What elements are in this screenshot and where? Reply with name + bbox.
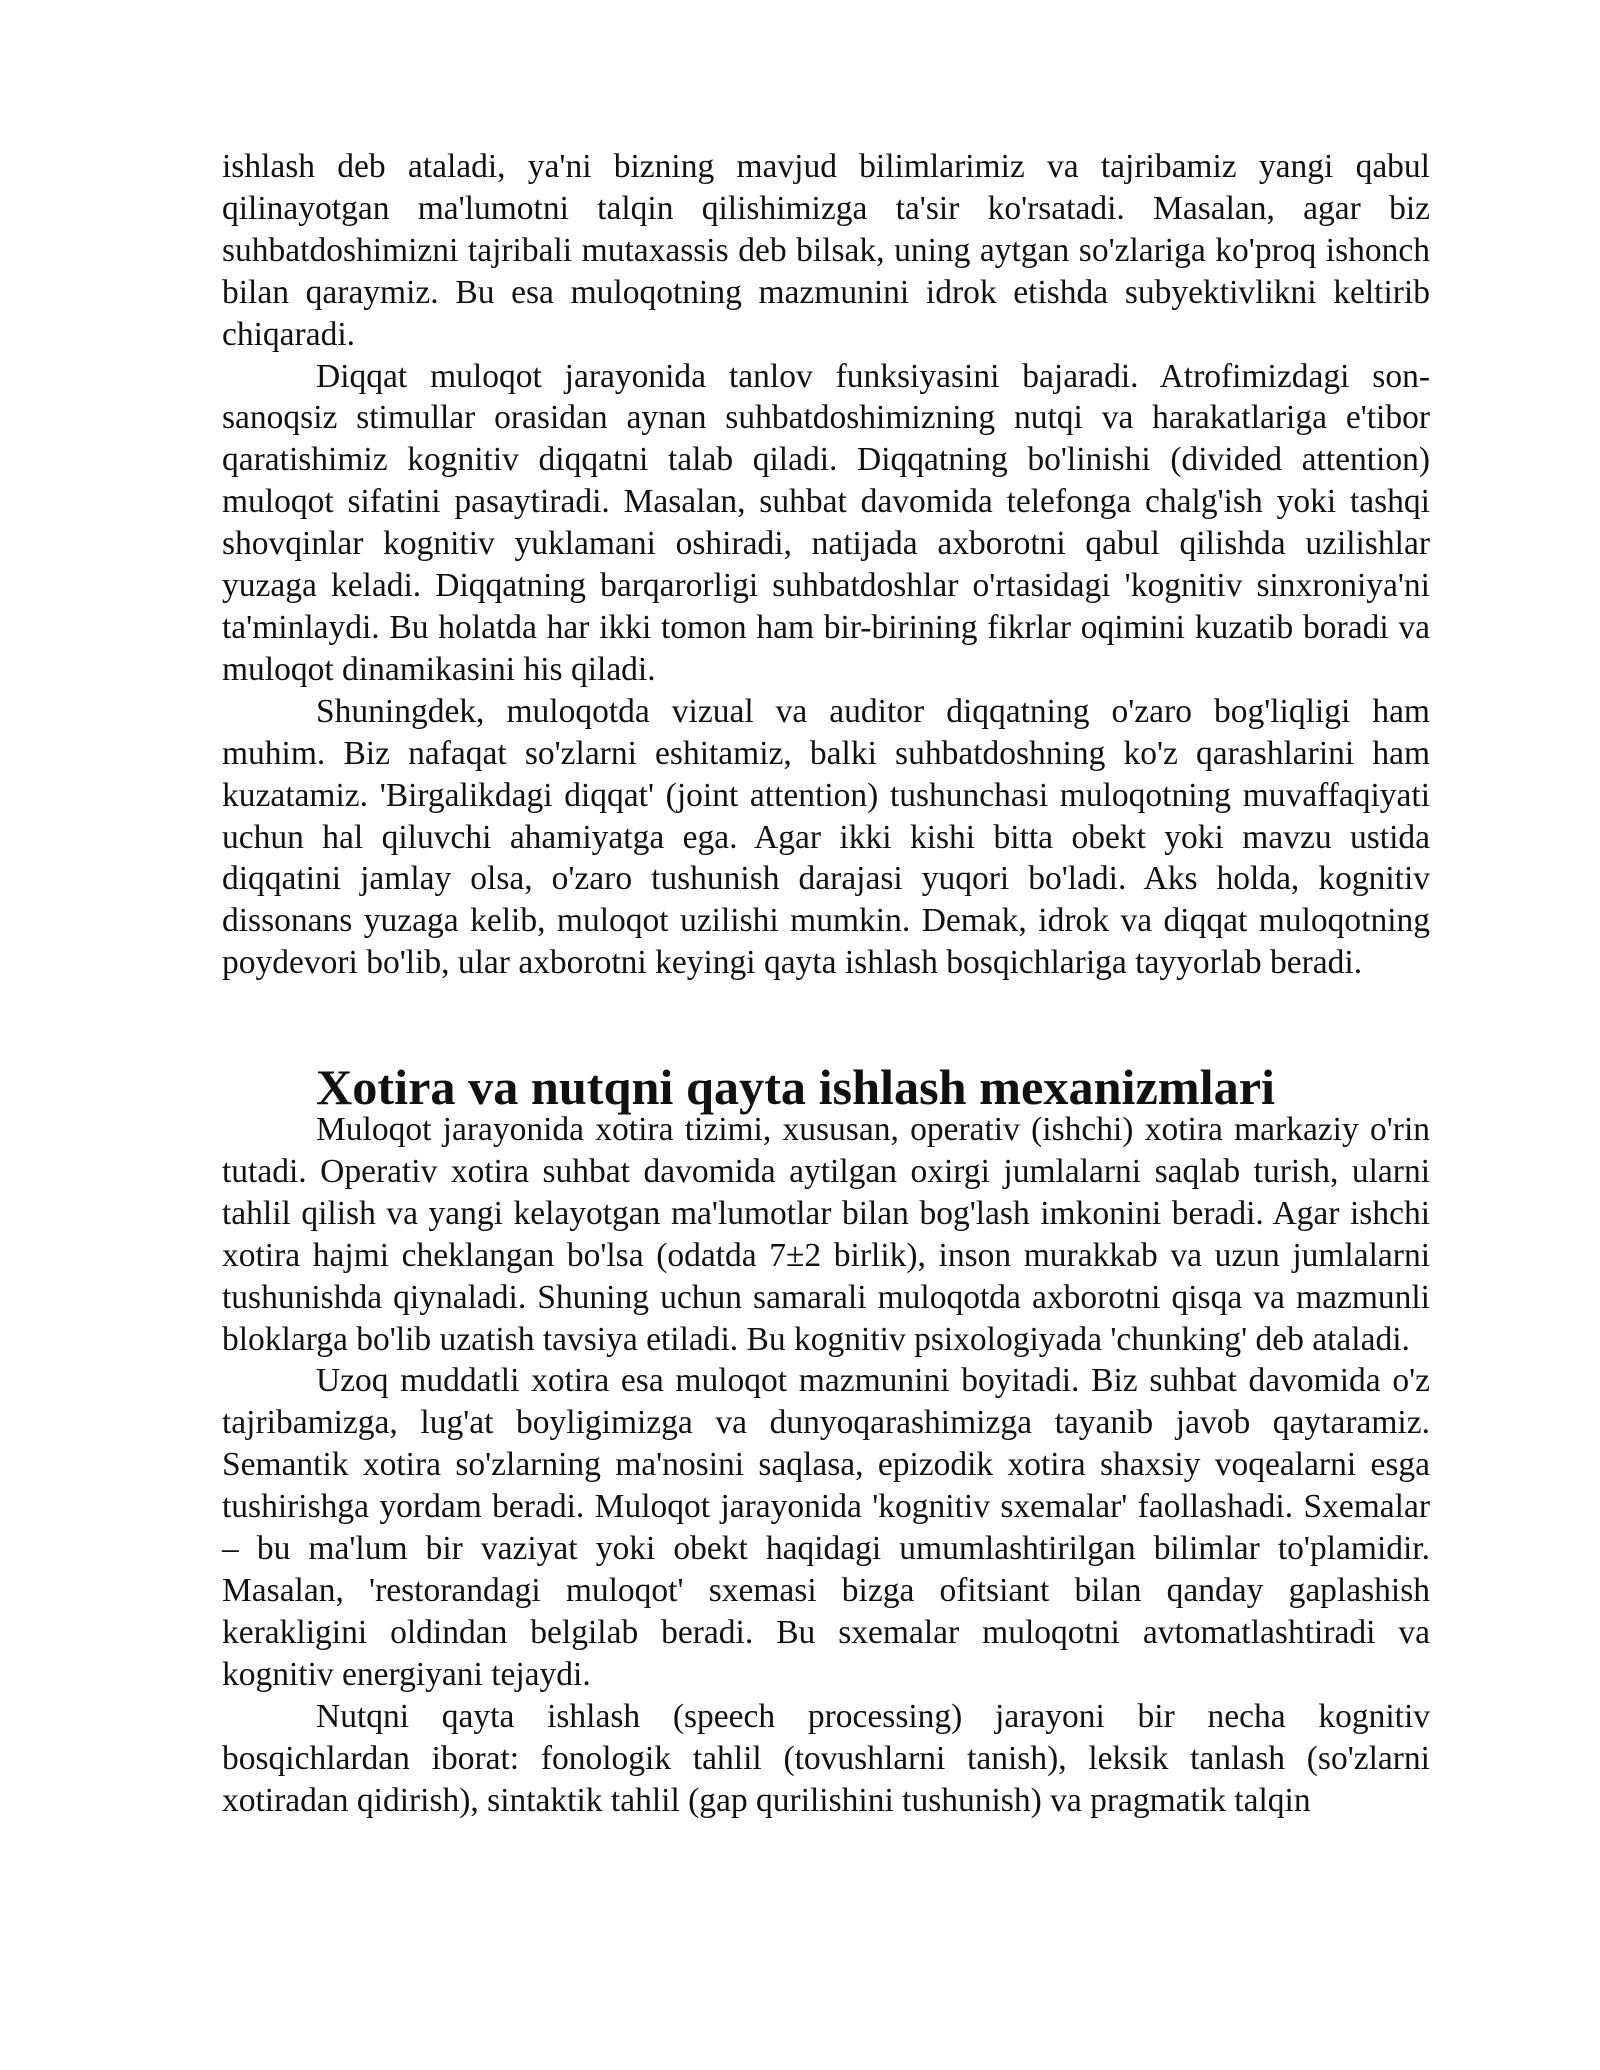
section-heading: Xotira va nutqni qayta ishlash mexanizmlari bbox=[316, 1059, 1276, 1116]
paragraph-long-term-memory: Uzoq muddatli xotira esa muloqot mazmunini boyitadi. Biz suhbat davomida o'z tajribamizga, lug'at boyligimizga va dunyoqarashimizga tayanib javob qaytaramiz. Semantik xotira so'zlarning ma'nosini saqlasa, epizodik xotira shaxsiy voqealarni esga tushirishga yordam beradi. Muloqot jarayonida 'kognitiv sxemalar' faollashadi. Sxemalar – bu ma'lum bir vaziyat yoki obekt haqidagi umumlashtirilgan bilimlar to'plamidir. Masalan, 'restorandagi muloqot' sxemasi bizga ofitsiant bilan qanday gaplashish kerakligini oldindan belgilab beradi. Bu sxemalar muloqotni avtomatlashtiradi va kognitiv energiyani tejaydi. bbox=[222, 1362, 1430, 1693]
paragraph-joint-attention: Shuningdek, muloqotda vizual va auditor diqqatning o'zaro bog'liqligi ham muhim. Biz nafaqat so'zlarni eshitamiz, balki suhbatdoshning ko'z qarashlarini ham kuzatamiz. 'Birgalikdagi diqqat' (joint attention) tushunchasi muloqotning muvaffaqiyati uchun hal qiluvchi ahamiyatga ega. Agar ikki kishi bitta obekt yoki mavzu ustida diqqatini jamlay olsa, o'zaro tushunish darajasi yuqori bo'ladi. Aks holda, kognitiv dissonans yuzaga kelib, muloqot uzilishi mumkin. Demak, idrok va diqqat muloqotning poydevori bo'lib, ular axborotni keyingi qayta ishlash bosqichlariga tayyorlab beradi. bbox=[222, 692, 1430, 982]
document-page bbox=[222, 146, 1430, 1821]
paragraph-attention: Diqqat muloqot jarayonida tanlov funksiyasini bajaradi. Atrofimizdagi son-sanoqsiz stimullar orasidan aynan suhbatdoshimizning nutqi va harakatlariga e'tibor qaratishimiz kognitiv diqqatni talab qiladi. Diqqatning bo'linishi (divided attention) muloqot sifatini pasaytiradi. Masalan, suhbat davomida telefonga chalg'ish yoki tashqi shovqinlar kognitiv yuklamani oshiradi, natijada axborotni qabul qilishda uzilishlar yuzaga keladi. Diqqatning barqarorligi suhbatdoshlar o'rtasidagi 'kognitiv sinxroniya'ni ta'minlaydi. Bu holatda har ikki tomon ham bir-birining fikrlar oqimini kuzatib boradi va muloqot dinamikasini his qiladi. bbox=[222, 357, 1430, 688]
paragraph-working-memory: Muloqot jarayonida xotira tizimi, xususan, operativ (ishchi) xotira markaziy o'rin tutadi. Operativ xotira suhbat davomida aytilgan oxirgi jumlalarni saqlab turish, ularni tahlil qilish va yangi kelayotgan ma'lumotlar bilan bog'lash imkonini beradi. Agar ishchi xotira hajmi cheklangan bo'lsa (odatda 7±2 birlik), inson murakkab va uzun jumlalarni tushunishda qiynaladi. Shuning uchun samarali muloqotda axborotni qisqa va mazmunli bloklarga bo'lib uzatish tavsiya etiladi. Bu kognitiv psixologiyada 'chunking' deb ataladi. bbox=[222, 1111, 1430, 1358]
paragraph-continuation: ishlash deb ataladi, ya'ni bizning mavjud bilimlarimiz va tajribamiz yangi qabul qilinayotgan ma'lumotni talqin qilishimizga ta'sir ko'rsatadi. Masalan, agar biz suhbatdoshimizni tajribali mutaxassis deb bilsak, uning aytgan so'zlariga ko'proq ishonch bilan qaraymiz. Bu esa muloqotning mazmunini idrok etishda subyektivlikni keltirib chiqaradi. bbox=[222, 148, 1430, 353]
paragraph-speech-processing: Nutqni qayta ishlash (speech processing) jarayoni bir necha kognitiv bosqichlardan iborat: fonologik tahlil (tovushlarni tanish), leksik tanlash (so'zlarni xotiradan qidirish), sintaktik tahlil (gap qurilishini tushunish) va pragmatik talqin bbox=[222, 1697, 1430, 1819]
